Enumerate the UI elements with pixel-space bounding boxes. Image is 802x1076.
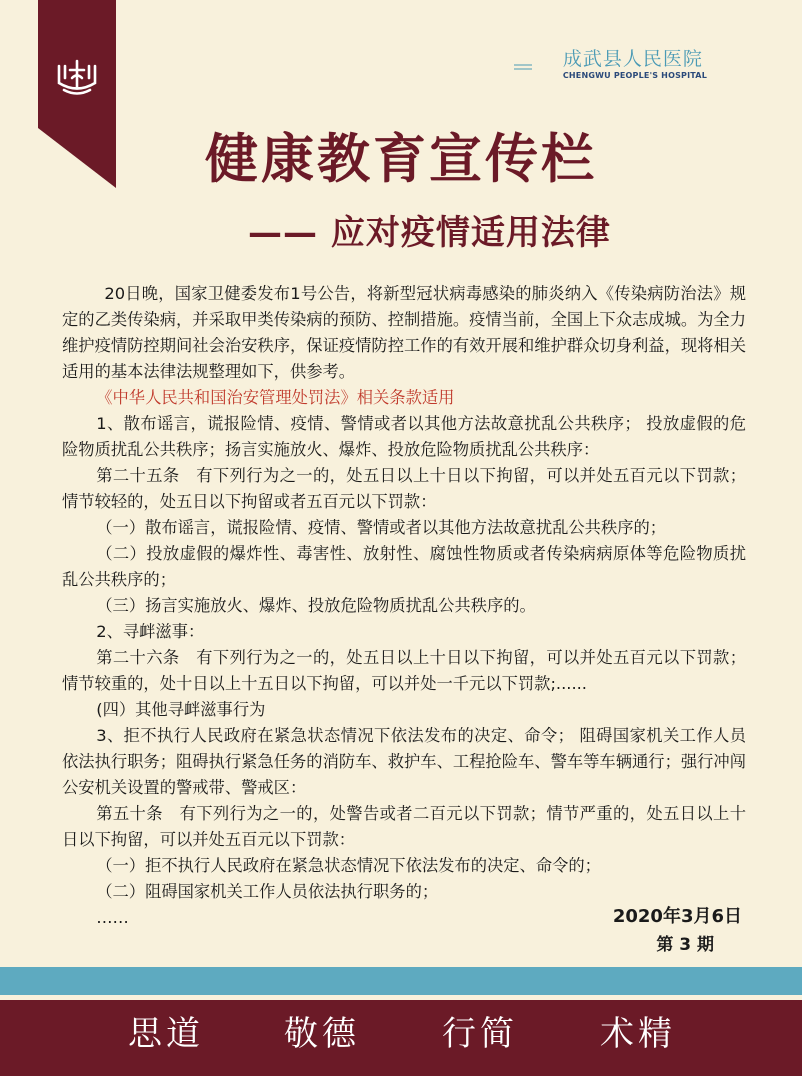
article-25-sub-3: （三）扬言实施放火、爆炸、投放危险物质扰乱公共秩序的。 bbox=[96, 596, 536, 615]
motto-4: 术精 bbox=[600, 1014, 676, 1054]
hospital-name-en: CHENGWU PEOPLE'S HOSPITAL bbox=[562, 71, 707, 80]
clause-item-2: 2、寻衅滋事： bbox=[96, 622, 205, 641]
motto-1: 思道 bbox=[128, 1014, 204, 1054]
article-50-sub-1: （一）拒不执行人民政府在紧急状态情况下依法发布的决定、命令的； bbox=[96, 856, 601, 875]
law-heading: 《中华人民共和国治安管理处罚法》相关条款适用 bbox=[96, 388, 455, 407]
article-25-sub-1: （一）散布谣言，谎报险情、疫情、警情或者以其他方法故意扰乱公共秩序的； bbox=[96, 518, 667, 537]
motto-2: 敬德 bbox=[284, 1014, 360, 1054]
article-26-sub-4: (四）其他寻衅滋事行为 bbox=[96, 700, 266, 719]
motto-3: 行简 bbox=[442, 1014, 518, 1054]
hospital-header-rule bbox=[514, 60, 532, 74]
footer-band bbox=[0, 1000, 802, 1076]
clause-item-1: 1、散布谣言，谎报险情、疫情、警情或者以其他方法故意扰乱公共秩序； 投放虚假的危险物质扰乱公共秩序；扬言实施放火、爆炸、投放危险物质扰乱公共秩序： bbox=[62, 414, 746, 459]
teal-band bbox=[0, 967, 802, 995]
issue-number: 第 3 期 bbox=[656, 935, 714, 955]
hospital-name: 成武县人民医院 bbox=[562, 48, 703, 70]
publish-date: 2020年3月6日 bbox=[612, 906, 742, 927]
article-25-sub-2: （二）投放虚假的爆炸性、毒害性、放射性、腐蚀性物质或者传染病病原体等危险物质扰乱公共秩序的； bbox=[62, 544, 746, 589]
clause-item-3: 3、拒不执行人民政府在紧急状态情况下依法发布的决定、命令； 阻碍国家机关工作人员依法执行职务；阻碍执行紧急任务的消防车、救护车、工程抢险车、警车等车辆通行；强行冲闯公安机关设置的警戒带、警戒区： bbox=[62, 726, 746, 797]
article-50-sub-2: （二）阻碍国家机关工作人员依法执行职务的； bbox=[96, 882, 439, 901]
article-26: 第二十六条 有下列行为之一的，处五日以上十日以下拘留，可以并处五百元以下罚款；情节较重的，处十日以上十五日以下拘留，可以并处一千元以下罚款;...... bbox=[62, 648, 746, 693]
article-body bbox=[62, 281, 746, 931]
page-subtitle: —— 应对疫情适用法律 bbox=[248, 213, 611, 253]
article-25: 第二十五条 有下列行为之一的，处五日以上十日以下拘留，可以并处五百元以下罚款；情节较轻的，处五日以下拘留或者五百元以下罚款： bbox=[62, 466, 746, 511]
hospital-header bbox=[563, 48, 707, 80]
page-title: 健康教育宣传栏 bbox=[205, 129, 597, 190]
article-50: 第五十条 有下列行为之一的，处警告或者二百元以下罚款；情节严重的，处五日以上十日以下拘留，可以并处五百元以下罚款： bbox=[62, 804, 746, 849]
intro-paragraph: 20日晚，国家卫健委发布1号公告，将新型冠状病毒感染的肺炎纳入《传染病防治法》规定的乙类传染病，并采取甲类传染病的预防、控制措施。疫情当前，全国上下众志成城。为全力维护疫情防控期间社会治安秩序，保证疫情防控工作的有效开展和维护群众切身利益，现将相关适用的基本法律法规整理如下，供参考。 bbox=[62, 284, 746, 381]
ellipsis: …… bbox=[96, 908, 129, 927]
